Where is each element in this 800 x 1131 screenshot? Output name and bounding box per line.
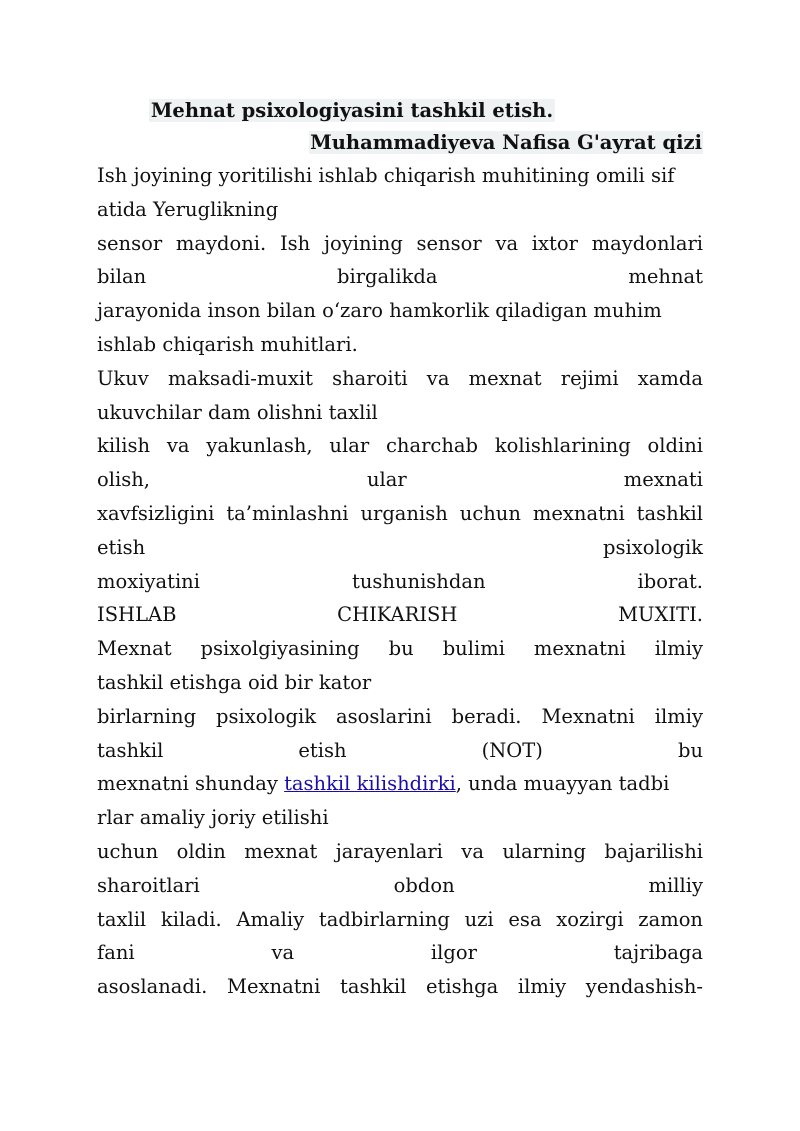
text-line: kilish va yakunlash, ular charchab kolishlarining oldini [97, 434, 703, 458]
text-line: moxiyatini tushunishdan iborat. [97, 569, 703, 593]
text-line: fani va ilgor tajribaga [97, 941, 703, 965]
text-line: atida Yeruglikning [97, 197, 279, 221]
text-line: xavfsizligini ta’minlashni urganish uchun mexnatni tashkil [97, 501, 703, 525]
hyperlink-tashkil[interactable]: tashkil kilishdirki [284, 772, 456, 796]
text-line: tashkil etish (NOT) bu [97, 738, 703, 762]
text-line-with-link [97, 767, 703, 801]
text-line: etish psixologik [97, 535, 703, 559]
text-line: uchun oldin mexnat jarayenlari va ularning bajarilishi [97, 839, 703, 863]
link-line-after: , unda muayyan tadbi [455, 772, 670, 796]
text-line: ukuvchilar dam olishni taxlil [97, 400, 378, 424]
document-title [97, 96, 703, 126]
text-line: Mexnat psixolgiyasining bu bulimi mexnatni ilmiy [97, 637, 703, 661]
document-title-text: Mehnat psixologiyasini tashkil etish. [150, 99, 554, 122]
text-line: taxlil kiladi. Amaliy tadbirlarning uzi esa xozirgi zamon [97, 907, 703, 931]
document-author-text: Muhammadiyeva Nafisa G'ayrat qizi [310, 131, 702, 154]
text-line: asoslanadi. Mexnatni tashkil etishga ilmiy yendashish- [97, 975, 703, 999]
paragraph-block-top [97, 159, 703, 767]
document-author [97, 126, 703, 159]
text-line: bilan birgalikda mehnat [97, 265, 703, 289]
link-line-before: mexnatni shunday [97, 772, 285, 796]
text-line: Ish joyining yoritilishi ishlab chiqarish muhitining omili sif [97, 164, 675, 187]
text-line: ISHLAB CHIKARISH MUXITI. [97, 603, 703, 627]
text-line: tashkil etishga oid bir kator [97, 670, 372, 694]
paragraph-block-bottom [97, 801, 703, 1004]
text-line: sharoitlari obdon milliy [97, 873, 703, 897]
text-line: birlarning psixologik asoslarini beradi. Mexnatni ilmiy [97, 704, 703, 728]
text-line: sensor maydoni. Ish joyining sensor va ixtor maydonlari [97, 231, 703, 255]
text-line: olish, ular mexnati [97, 468, 703, 492]
text-line: Ukuv maksadi-muxit sharoiti va mexnat rejimi xamda [97, 366, 703, 390]
text-line: rlar amaliy joriy etilishi [97, 806, 329, 830]
document-body [97, 96, 703, 1004]
text-line: ishlab chiqarish muhitlari. [97, 332, 358, 356]
text-line: jarayonida inson bilan o‘zaro hamkorlik qiladigan muhim [97, 299, 662, 323]
